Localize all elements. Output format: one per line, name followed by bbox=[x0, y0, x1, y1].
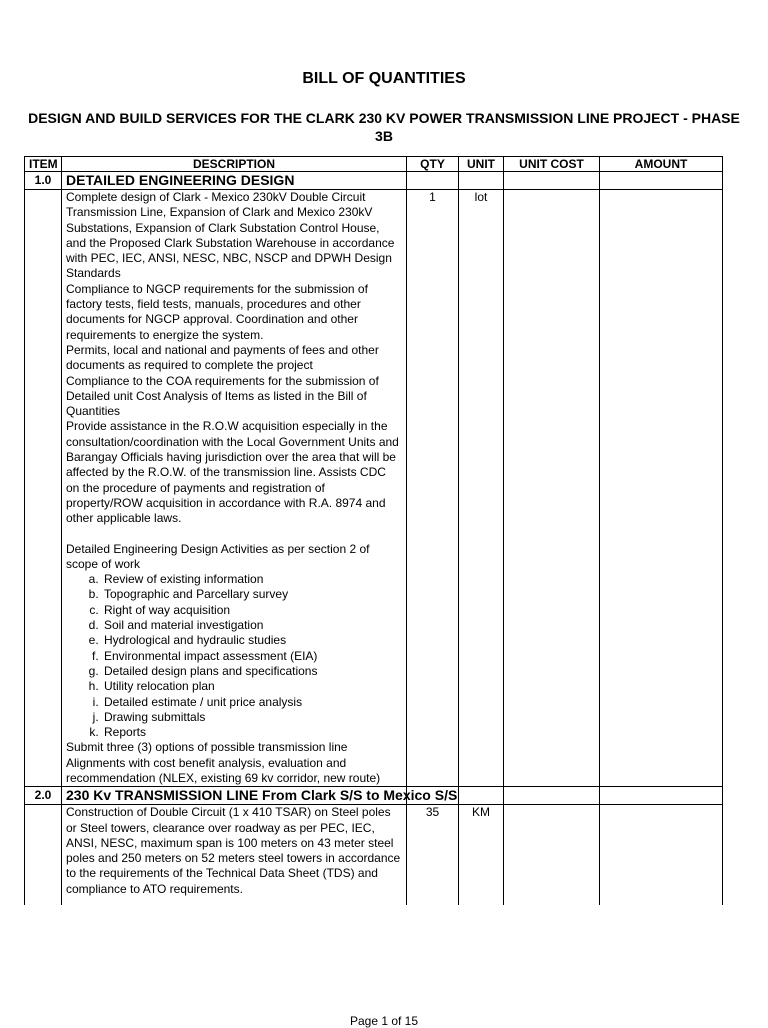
section-1-unit-cost bbox=[504, 190, 600, 787]
section-2-qty: 35 bbox=[407, 805, 459, 906]
section-1-amount bbox=[600, 190, 723, 787]
section-row-1 bbox=[25, 172, 723, 190]
document-title: BILL OF QUANTITIES bbox=[302, 70, 466, 87]
header-item: ITEM bbox=[25, 157, 62, 172]
description-paragraph: Compliance to the COA requirements for the submission of Detailed unit Cost Analysis of Items as listed in the Bill of Quantities bbox=[66, 373, 379, 419]
section-1-title: DETAILED ENGINEERING DESIGN bbox=[62, 172, 407, 190]
header-description: DESCRIPTION bbox=[62, 157, 407, 172]
spacer bbox=[66, 527, 402, 542]
section-1-unit: lot bbox=[459, 190, 504, 787]
section-2-unit-cost bbox=[504, 805, 600, 906]
list-item: f. Environmental impact assessment (EIA) bbox=[102, 649, 402, 664]
page-number: Page 1 of 15 bbox=[349, 1014, 419, 1028]
section-2-title: 230 Kv TRANSMISSION LINE From Clark S/S to Mexico S/S bbox=[62, 787, 407, 805]
header-unit-cost: UNIT COST bbox=[504, 157, 600, 172]
description-closing: Submit three (3) options of possible transmission line Alignments with cost benefit analysis, evaluation and recommendation (NLEX, existing 69 kv corridor, new route) bbox=[66, 740, 381, 785]
list-item: e. Hydrological and hydraulic studies bbox=[102, 633, 402, 648]
description-paragraph: Provide assistance in the R.O.W acquisition especially in the consultation/coordination with the Local Government Units and Barangay Officials having jurisdiction over the area that will be affected by the R.O.W. of the transmission line. Assists CDC on the procedure of payments and registration of property/ROW acquisition in accordance with R.A. 8974 and other applicable laws. bbox=[66, 419, 399, 526]
table-row bbox=[25, 805, 723, 906]
section-2-unit: KM bbox=[459, 805, 504, 906]
list-item: j. Drawing submittals bbox=[102, 710, 402, 725]
list-item: a. Review of existing information bbox=[102, 572, 402, 587]
description-paragraph: Complete design of Clark - Mexico 230kV Double Circuit Transmission Line, Expansion of Clark and Mexico 230kV Substations, Expansion of Clark Substation Control House, and the Proposed Clark Substation Warehouse in accordance with PEC, IEC, ANSI, NESC, NBC, NSCP and DPWH Design Standards bbox=[66, 190, 395, 281]
table-row bbox=[25, 190, 723, 787]
list-item: d. Soil and material investigation bbox=[102, 618, 402, 633]
list-item: b. Topographic and Parcellary survey bbox=[102, 587, 402, 602]
description-paragraph: Permits, local and national and payments of fees and other documents as required to complete the project bbox=[66, 342, 379, 373]
section-2-amount bbox=[600, 805, 723, 906]
section-1-description bbox=[62, 190, 407, 787]
list-item: k. Reports bbox=[102, 725, 402, 740]
activities-intro: Detailed Engineering Design Activities as per section 2 of scope of work bbox=[66, 541, 370, 571]
section-1-qty: 1 bbox=[407, 190, 459, 787]
section-2-item-number: 2.0 bbox=[25, 787, 62, 805]
activities-list bbox=[66, 572, 402, 740]
description-paragraph: Compliance to NGCP requirements for the submission of factory tests, field tests, manuals, procedures and other documents for NGCP approval. Coordination and other requirements to energize the system. bbox=[66, 281, 368, 342]
list-item: g. Detailed design plans and specifications bbox=[102, 664, 402, 679]
header-qty: QTY bbox=[407, 157, 459, 172]
section-1-item-number: 1.0 bbox=[25, 172, 62, 190]
list-item: i. Detailed estimate / unit price analysis bbox=[102, 695, 402, 710]
bill-of-quantities-table bbox=[24, 156, 723, 905]
header-amount: AMOUNT bbox=[600, 157, 723, 172]
list-item: h. Utility relocation plan bbox=[102, 679, 402, 694]
document-subtitle: DESIGN AND BUILD SERVICES FOR THE CLARK 230 KV POWER TRANSMISSION LINE PROJECT - PHASE 3B bbox=[28, 110, 740, 144]
table-header-row bbox=[25, 157, 723, 172]
list-item: c. Right of way acquisition bbox=[102, 603, 402, 618]
section-2-description: Construction of Double Circuit (1 x 410 TSAR) on Steel poles or Steel towers, clearance over roadway as per PEC, IEC, ANSI, NESC, maximum span is 100 meters on 43 meter steel poles and 250 meters on 52 meters steel towers in accordance to the requirements of the Technical Data Sheet (TDS) and compliance to ATO requirements. bbox=[62, 805, 407, 906]
header-unit: UNIT bbox=[459, 157, 504, 172]
section-row-2 bbox=[25, 787, 723, 805]
